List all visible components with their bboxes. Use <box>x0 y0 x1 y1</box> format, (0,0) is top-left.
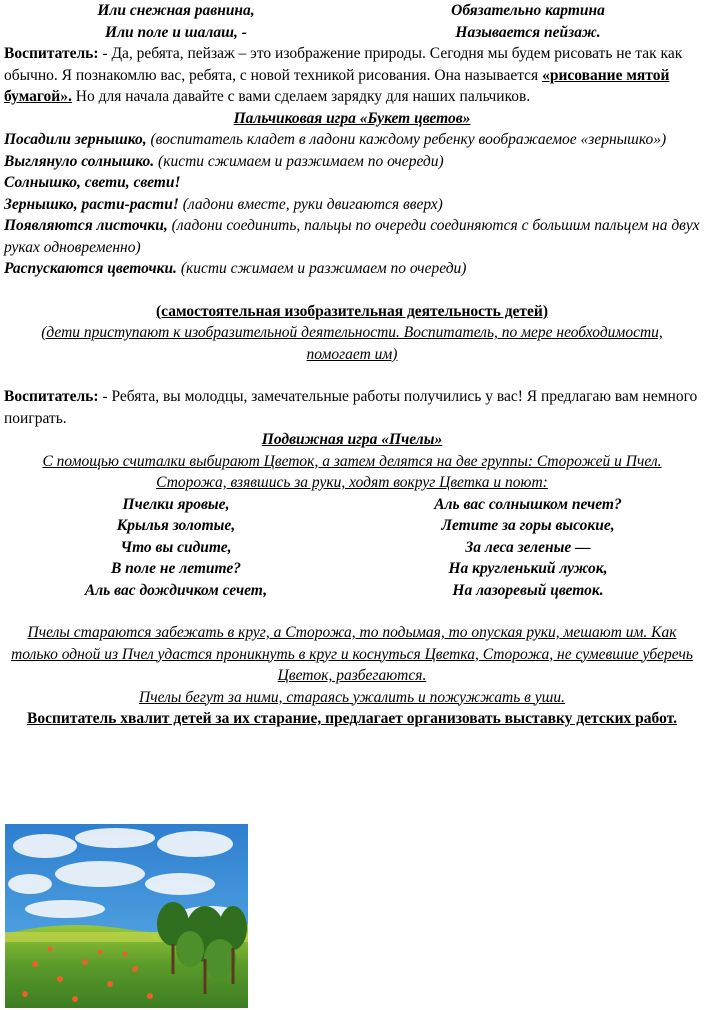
song-line: Аль вас дождичком сечет, <box>84 581 268 599</box>
finger-line: Зернышко, расти-расти! (ладони вместе, руки двигаются вверх) <box>4 195 443 213</box>
intro-text-2: Но для начала давайте с вами сделаем зарядку для наших пальчиков. <box>71 88 531 105</box>
activity-note: (дети приступают к изобразительной деятельности. Воспитатель, по мере необходимости, помогает им) <box>41 324 663 363</box>
bees-song-right <box>352 494 704 602</box>
song-line: На кругленький лужок, <box>448 560 608 577</box>
finger-line: Посадили зернышко, (воспитатель кладет в ладони каждому ребенку воображаемое «зернышко») <box>4 131 667 148</box>
finger-line: Появляются листочки, (ладони соединить, пальцы по очереди соединяются с большим пальцем на двух руках одновременно) <box>4 217 700 256</box>
praise-text: - Ребята, вы молодцы, замечательные работы получились у вас! Я предлагаю вам немного поиграть. <box>4 388 698 427</box>
poem-top <box>0 0 704 43</box>
song-line: Что вы сидите, <box>120 538 232 556</box>
bees-song <box>0 494 704 602</box>
technique-name: «рисование мятой бумагой». <box>4 66 670 105</box>
finger-line: Выглянуло солнышко. (кисти сжимаем и разжимаем по очереди) <box>4 152 444 170</box>
finger-line: Солнышко, свети, свети! <box>4 174 181 191</box>
song-line: На лазоревый цветок. <box>452 581 604 599</box>
finger-game-title: Пальчиковая игра «Букет цветов» <box>233 109 471 127</box>
song-line: Летите за горы высокие, <box>441 517 615 534</box>
speaker-label: Воспитатель: <box>4 45 99 62</box>
speaker-label: Воспитатель: <box>4 388 99 405</box>
song-line: Аль вас солнышком печет? <box>434 495 622 513</box>
poem-line: Или поле и шалаш, - <box>105 23 247 41</box>
song-line: Крылья золотые, <box>116 517 236 534</box>
intro-text-1: - Да, ребята, пейзаж – это изображение природы. Сегодня мы будем рисовать не так как обычно. Я познакомлю вас, ребята, с новой техникой рисования. Она называется <box>4 45 683 84</box>
poem-top-right <box>352 0 704 43</box>
bees-game-title: Подвижная игра «Пчелы» <box>261 431 443 448</box>
landscape-painting <box>5 824 248 1008</box>
final-paragraph: Воспитатель хвалит детей за их старание, предлагает организовать выставку детских работ. <box>27 710 677 727</box>
bees-song-left <box>0 494 352 602</box>
praise-paragraph <box>0 386 704 429</box>
song-line: В поле не летите? <box>110 560 242 577</box>
song-line: Пчелки яровые, <box>122 495 230 513</box>
poem-top-left <box>0 0 352 43</box>
bees-game-chase: Пчелы бегут за ними, стараясь ужалить и пожужжать в уши. <box>139 688 565 706</box>
poem-line: Обязательно картина <box>451 2 605 19</box>
activity-title: (самостоятельная изобразительная деятельность детей) <box>155 302 548 320</box>
poem-line: Называется пейзаж. <box>455 23 601 41</box>
poem-line: Или снежная равнина, <box>97 2 255 19</box>
intro-paragraph <box>0 43 704 108</box>
finger-line: Распускаются цветочки. (кисти сжимаем и разжимаем по очереди) <box>4 260 467 277</box>
finger-game-lines <box>0 129 704 280</box>
bees-game-intro: С помощью считалки выбирают Цветок, а затем делятся на две группы: Сторожей и Пчел. Сторожа, взявшись за руки, ходят вокруг Цветка и поют: <box>42 452 662 491</box>
song-line: За леса зеленые — <box>465 538 591 556</box>
bees-game-rules: Пчелы стараются забежать в круг, а Сторожа, то подымая, то опуская руки, мешают им. Как только одной из Пчел удастся проникнуть в круг и коснуться Цветка, Сторожа, не сумевшие уберечь Цветок, разбегаются. <box>11 624 693 684</box>
